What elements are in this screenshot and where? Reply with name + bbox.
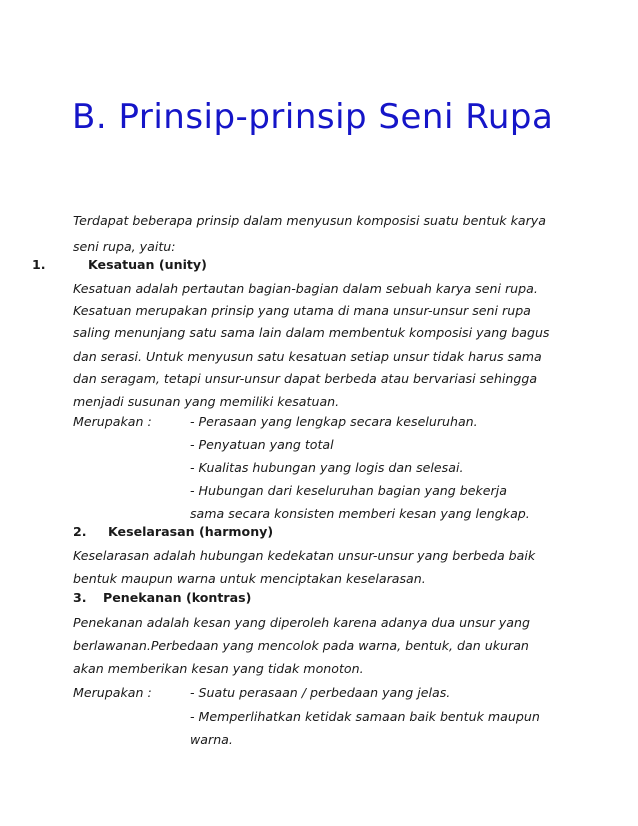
section-1-point: - Kualitas hubungan yang logis dan selesai. bbox=[190, 460, 464, 475]
section-3-merupakan-label: Merupakan : bbox=[73, 685, 152, 700]
section-1-point: - Perasaan yang lengkap secara keseluruhan. bbox=[190, 414, 478, 429]
section-2-heading: Keselarasan (harmony) bbox=[108, 524, 274, 539]
intro-line-2: seni rupa, yaitu: bbox=[73, 239, 176, 254]
section-1-heading: Kesatuan (unity) bbox=[88, 257, 207, 272]
section-3-number: 3. bbox=[73, 590, 87, 605]
section-1-body-line: menjadi susunan yang memiliki kesatuan. bbox=[73, 394, 340, 409]
section-3-body-line: akan memberikan kesan yang tidak monoton. bbox=[73, 661, 364, 676]
section-2-body-line: bentuk maupun warna untuk menciptakan keselarasan. bbox=[73, 571, 426, 586]
page-title: B. Prinsip-prinsip Seni Rupa bbox=[72, 97, 554, 137]
section-3-point: - Suatu perasaan / perbedaan yang jelas. bbox=[190, 685, 451, 700]
section-1-point: sama secara konsisten memberi kesan yang lengkap. bbox=[190, 506, 530, 521]
intro-line-1: Terdapat beberapa prinsip dalam menyusun komposisi suatu bentuk karya bbox=[73, 213, 546, 228]
section-1-point: - Penyatuan yang total bbox=[190, 437, 334, 452]
section-3-body-line: Penekanan adalah kesan yang diperoleh karena adanya dua unsur yang bbox=[73, 615, 530, 630]
section-2-body-line: Keselarasan adalah hubungan kedekatan unsur-unsur yang berbeda baik bbox=[73, 548, 536, 563]
section-3-heading: Penekanan (kontras) bbox=[103, 590, 252, 605]
section-1-body-line: Kesatuan merupakan prinsip yang utama di mana unsur-unsur seni rupa bbox=[73, 303, 531, 318]
section-1-body-line: saling menunjang satu sama lain dalam membentuk komposisi yang bagus bbox=[73, 325, 550, 340]
section-1-body-line: dan seragam, tetapi unsur-unsur dapat berbeda atau bervariasi sehingga bbox=[73, 371, 538, 386]
section-1-body-line: dan serasi. Untuk menyusun satu kesatuan setiap unsur tidak harus sama bbox=[73, 349, 542, 364]
section-2-number: 2. bbox=[73, 524, 87, 539]
section-1-merupakan-label: Merupakan : bbox=[73, 414, 152, 429]
section-1-point: - Hubungan dari keseluruhan bagian yang bekerja bbox=[190, 483, 507, 498]
section-3-body-line: berlawanan.Perbedaan yang mencolok pada warna, bentuk, dan ukuran bbox=[73, 638, 529, 653]
section-1-body-line: Kesatuan adalah pertautan bagian-bagian dalam sebuah karya seni rupa. bbox=[73, 281, 538, 296]
section-1-number: 1. bbox=[32, 257, 46, 272]
section-3-point: warna. bbox=[190, 732, 233, 747]
section-3-point: - Memperlihatkan ketidak samaan baik bentuk maupun bbox=[190, 709, 540, 724]
